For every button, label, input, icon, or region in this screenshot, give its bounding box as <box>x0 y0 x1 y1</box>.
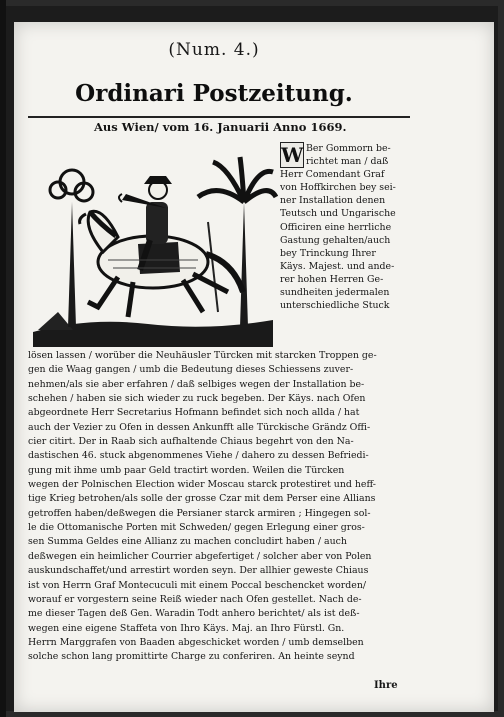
side-line: Herr Comendant Graf <box>280 169 385 181</box>
side-line: richtet man / daß <box>306 156 389 168</box>
body-line: auch der Vezier zu Ofen in dessen Ankunfft alle Türckische Grändz Offi- <box>28 421 371 433</box>
article-body <box>28 349 412 665</box>
body-line: auskundschaffet/und arrestirt worden seyn. Der allhier geweste Chiaus <box>28 565 369 577</box>
body-line: me dieser Tagen deß Gen. Waradin Todt anhero berichtet/ als ist deß- <box>28 608 360 620</box>
issue-number: (Num. 4.) <box>168 40 260 60</box>
body-line: solche schon lang promittirte Charge zu conferiren. An heinte seynd <box>28 651 355 663</box>
dateline: Aus Wien/ vom 16. Januarii Anno 1669. <box>94 120 347 134</box>
side-line: rer hohen Herren Ge- <box>280 273 384 285</box>
body-line: wegen eine eigene Staffeta von Ihro Käys. Maj. an Ihro Fürstl. Gn. <box>28 622 345 634</box>
side-line: von Hoffkirchen bey sei- <box>280 182 396 194</box>
newspaper-title: Ordinari Postzeitung. <box>75 80 353 107</box>
side-line: ner Installation denen <box>280 195 386 207</box>
side-line: Ber Gommorn be- <box>306 143 391 154</box>
body-line: dastischen 46. stuck abgenommenes Viehe / dahero zu dessen Befriedi- <box>28 450 369 462</box>
body-line: cier citirt. Der in Raab sich aufhaltende Chiaus begehrt von den Na- <box>28 436 354 448</box>
drop-cap-letter: W <box>281 143 304 167</box>
body-line: abgeordnete Herr Secretarius Hofmann befindet sich noch allda / hat <box>28 407 360 419</box>
body-line: le die Ottomanische Porten mit Schweden/ gegen Erlegung einer gros- <box>28 522 365 534</box>
catchword: Ihre <box>374 680 398 691</box>
side-line: Teutsch und Ungarische <box>280 208 396 220</box>
body-line: deßwegen ein heimlicher Courrier abgefertiget / solcher aber von Polen <box>28 550 372 562</box>
body-line: wegen der Polnischen Election wider Moscau starck protestiret und heff- <box>28 479 376 491</box>
article-side-column <box>280 142 418 312</box>
woodcut-horseman-icon <box>28 142 278 347</box>
body-line: Herrn Marggrafen von Baaden abgeschicket worden / umb demselben <box>28 636 364 648</box>
body-line: schehen / haben sie sich wieder zu ruck begeben. Der Käys. nach Ofen <box>28 393 366 405</box>
body-line: nehmen/als sie aber erfahren / daß selbiges wegen der Installation be- <box>28 378 365 390</box>
body-line: getroffen haben/deßwegen die Persianer starck armiren ; Hingegen sol- <box>28 507 371 519</box>
body-line: lösen lassen / worüber die Neuhäusler Türcken mit starcken Troppen ge- <box>28 350 377 361</box>
side-line: bey Trinckung Ihrer <box>280 247 376 259</box>
body-line: sen Summa Geldes eine Allianz zu machen concludirt haben / auch <box>28 536 347 548</box>
side-line: unterschiedliche Stuck <box>280 300 390 312</box>
body-line: gen die Waag gangen / umb die Bedeutung dieses Schiessens zuver- <box>28 364 354 376</box>
side-line: Käys. Majest. und ande- <box>280 260 395 272</box>
body-line: gung mit ihme umb paar Geld tractirt worden. Weilen die Türcken <box>28 464 345 476</box>
newspaper-page <box>14 22 494 712</box>
body-line: tige Krieg betrohen/als solle der grosse Czar mit dem Perser eine Allians <box>28 493 376 505</box>
side-line: Officiren eine herrliche <box>280 221 392 233</box>
body-line: worauf er vorgestern seine Reiß wieder nach Ofen gestellet. Nach de- <box>28 593 362 605</box>
body-line: ist von Herrn Graf Montecuculi mit einem Poccal beschencket worden/ <box>28 579 367 591</box>
side-line: Gastung gehalten/auch <box>280 234 391 246</box>
side-line: sundheiten jedermalen <box>280 287 390 299</box>
header-rule <box>28 116 410 118</box>
